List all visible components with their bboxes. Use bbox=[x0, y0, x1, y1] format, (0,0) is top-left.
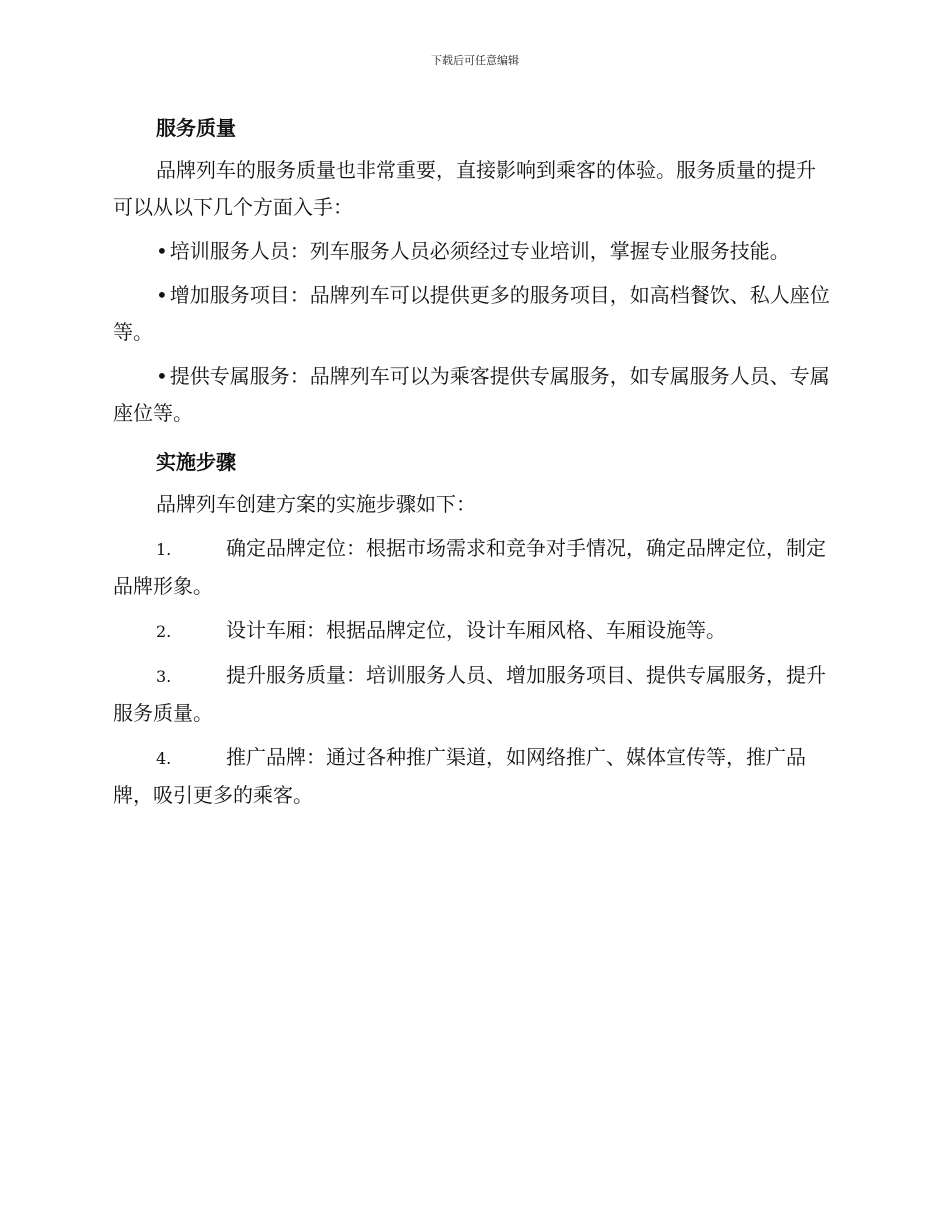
section-heading-implementation-steps: 实施步骤 bbox=[156, 450, 236, 474]
step-item-4 bbox=[113, 739, 833, 814]
step-item-2 bbox=[113, 612, 833, 650]
step-number: 2. bbox=[156, 622, 172, 641]
bullet-item-training bbox=[113, 233, 833, 270]
bullet-text: 增加服务项目：品牌列车可以提供更多的服务项目，如高档餐饮、私人座位等。 bbox=[113, 283, 830, 344]
step-text: 推广品牌：通过各种推广渠道，如网络推广、媒体宣传等，推广品牌，吸引更多的乘客。 bbox=[113, 745, 806, 807]
step-number: 4. bbox=[156, 749, 172, 768]
page-header-note: 下载后可任意编辑 bbox=[431, 54, 519, 67]
document-body bbox=[113, 108, 833, 814]
bullet-item-add-services bbox=[113, 277, 833, 351]
step-number: 3. bbox=[156, 667, 172, 686]
step-item-3 bbox=[113, 657, 833, 732]
bullet-mark: • bbox=[156, 239, 168, 263]
bullet-item-exclusive-service bbox=[113, 358, 833, 432]
step-item-1 bbox=[113, 530, 833, 605]
bullet-text: 培训服务人员：列车服务人员必须经过专业培训，掌握专业服务技能。 bbox=[169, 239, 790, 263]
implementation-intro: 品牌列车创建方案的实施步骤如下： bbox=[156, 492, 476, 516]
section-heading-service-quality: 服务质量 bbox=[156, 116, 236, 140]
bullet-mark: • bbox=[156, 364, 168, 388]
step-text: 确定品牌定位：根据市场需求和竞争对手情况，确定品牌定位，制定品牌形象。 bbox=[113, 536, 826, 598]
step-number: 1. bbox=[156, 540, 172, 559]
bullet-text: 提供专属服务：品牌列车可以为乘客提供专属服务，如专属服务人员、专属座位等。 bbox=[113, 364, 830, 425]
step-text: 设计车厢：根据品牌定位，设计车厢风格、车厢设施等。 bbox=[226, 618, 726, 642]
step-text: 提升服务质量：培训服务人员、增加服务项目、提供专属服务，提升服务质量。 bbox=[113, 663, 826, 725]
service-quality-intro: 品牌列车的服务质量也非常重要，直接影响到乘客的体验。服务质量的提升可以从以下几个方面入手： bbox=[113, 158, 816, 219]
bullet-mark: • bbox=[156, 283, 168, 307]
